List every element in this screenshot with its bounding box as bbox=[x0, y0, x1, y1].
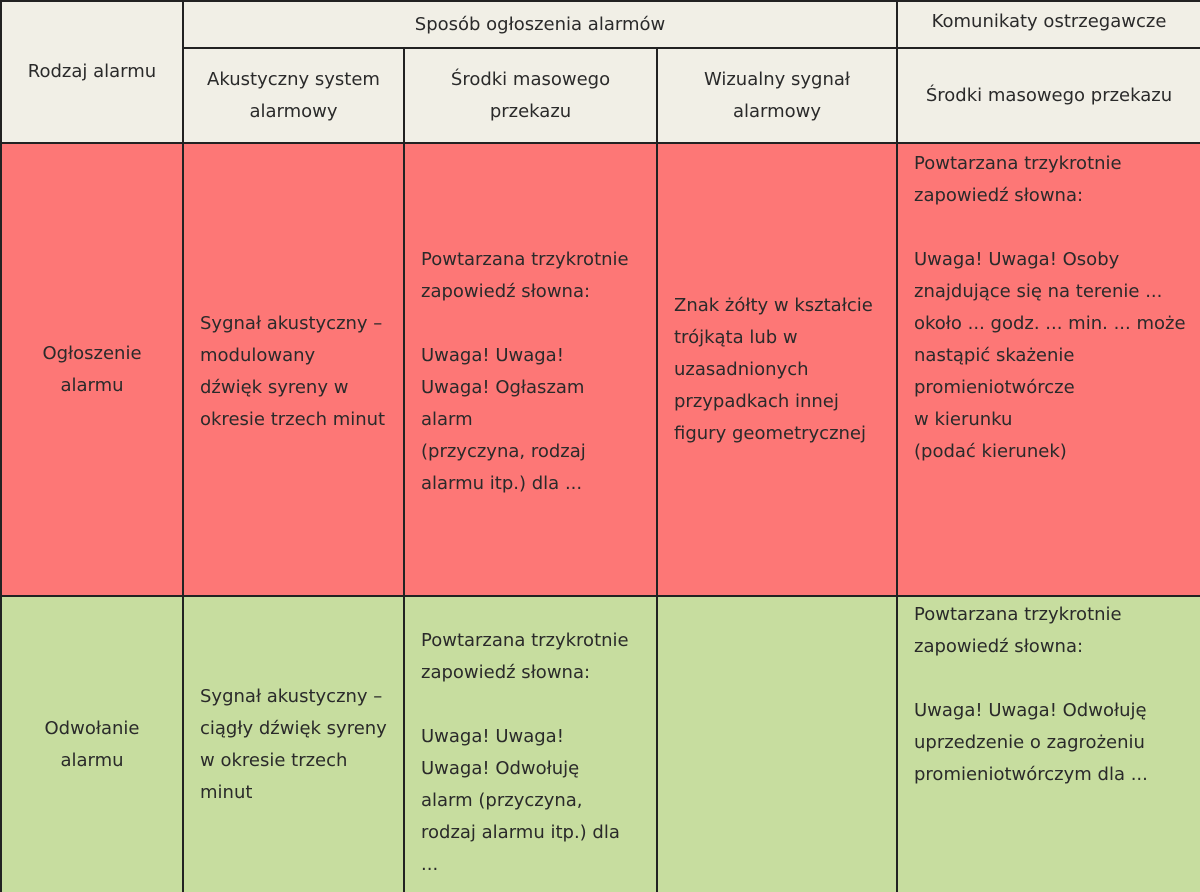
cell-komunikaty: Powtarzana trzykrotnie zapowiedź słowna: Uwaga! Uwaga! Osoby znajdujące się na terenie ... około ... godz. ... min. ... może nastąpić skażenie promieniotwórcze w kierunku (podać kierunek) bbox=[914, 153, 1186, 462]
table-row-ogloszenie-rodzaj bbox=[2, 144, 184, 597]
table-row-ogloszenie-komunikaty bbox=[898, 144, 1200, 597]
header-wizualny-sygnal bbox=[658, 49, 898, 144]
header-komunikaty-label: Komunikaty ostrzegawcze bbox=[931, 11, 1167, 32]
cell-komunikaty: Powtarzana trzykrotnie zapowiedź słowna: Uwaga! Uwaga! Odwołuję uprzedzenie o zagrożeniu promieniotwórczym dla ... bbox=[914, 604, 1148, 785]
cell-akustyczny: Sygnał akustyczny – ciągły dźwięk syreny w okresie trzech minut bbox=[200, 685, 387, 803]
header-akustyczny-system-label: Akustyczny system alarmowy bbox=[207, 68, 380, 122]
table-row-ogloszenie-srodki bbox=[405, 144, 658, 597]
cell-srodki: Powtarzana trzykrotnie zapowiedź słowna: Uwaga! Uwaga! Uwaga! Odwołuję alarm (przyczyna, rodzaj alarmu itp.) dla ... bbox=[421, 630, 629, 875]
table-row-odwolanie-wizualny bbox=[658, 597, 898, 892]
header-sposob-ogloszenia-label: Sposób ogłoszenia alarmów bbox=[414, 13, 666, 35]
table-row-odwolanie-srodki bbox=[405, 597, 658, 892]
table-row-odwolanie-komunikaty bbox=[898, 597, 1200, 892]
table-row-ogloszenie-wizualny bbox=[658, 144, 898, 597]
header-wizualny-sygnal-label: Wizualny sygnał alarmowy bbox=[703, 68, 851, 122]
header-srodki-masowego-label: Środki masowego przekazu bbox=[450, 68, 611, 122]
cell-akustyczny: Sygnał akustyczny – modulowany dźwięk syreny w okresie trzech minut bbox=[200, 312, 386, 430]
table-row-odwolanie-akustyczny bbox=[184, 597, 405, 892]
header-komunikaty bbox=[898, 2, 1200, 49]
header-rodzaj-alarmu bbox=[2, 2, 184, 144]
cell-srodki: Powtarzana trzykrotnie zapowiedź słowna: Uwaga! Uwaga! Uwaga! Ogłaszam alarm (przyczyna, rodzaj alarmu itp.) dla ... bbox=[421, 248, 629, 494]
header-srodki-masowego-2 bbox=[898, 49, 1200, 144]
cell-rodzaj: Ogłoszenie alarmu bbox=[42, 342, 142, 396]
header-srodki-masowego bbox=[405, 49, 658, 144]
table-row-odwolanie-rodzaj bbox=[2, 597, 184, 892]
cell-rodzaj: Odwołanie alarmu bbox=[44, 717, 140, 771]
cell-wizualny: Znak żółty w kształcie trójkąta lub w uzasadnionych przypadkach innej figury geometrycznej bbox=[674, 294, 873, 444]
header-srodki-masowego-2-label: Środki masowego przekazu bbox=[925, 84, 1173, 106]
header-sposob-ogloszenia bbox=[184, 2, 898, 49]
header-akustyczny-system bbox=[184, 49, 405, 144]
table-row-ogloszenie-akustyczny bbox=[184, 144, 405, 597]
header-rodzaj-alarmu-label: Rodzaj alarmu bbox=[27, 61, 157, 82]
